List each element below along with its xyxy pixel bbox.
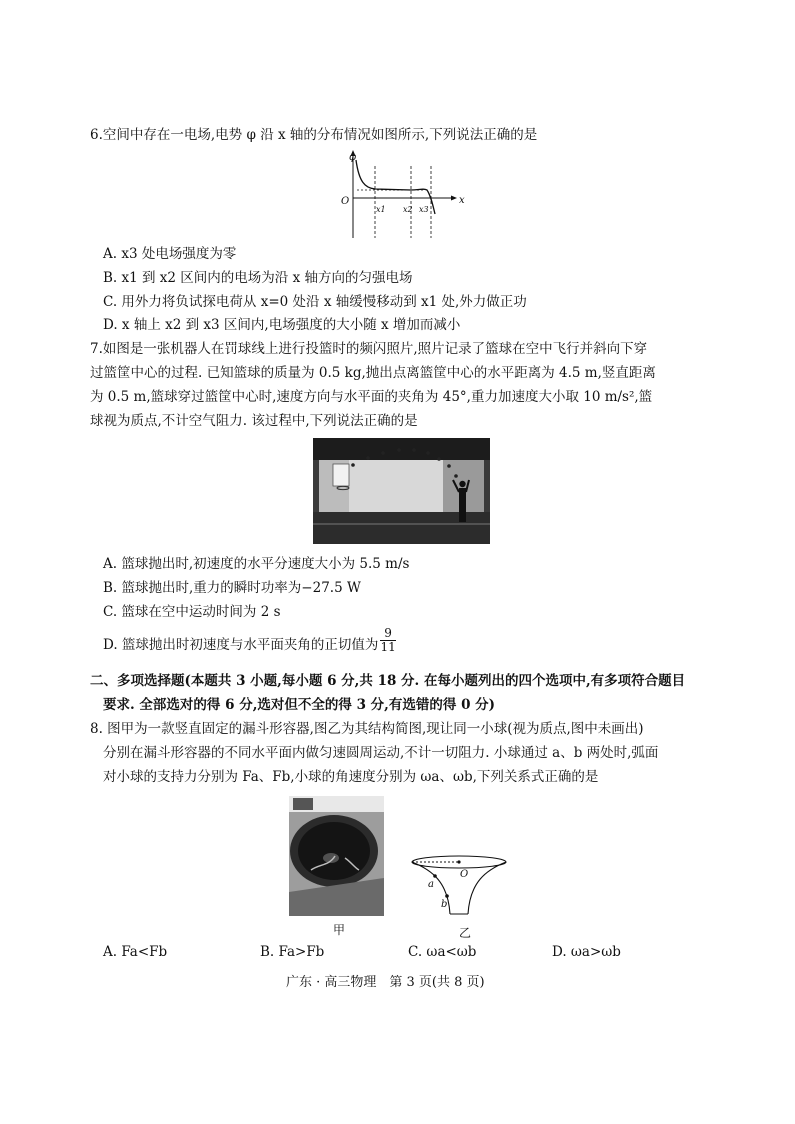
q7-stem-line-3: 为 0.5 m,篮球穿过篮筐中心时,速度方向与水平面的夹角为 45°,重力加速度大小取 10 m/s²,篮: [90, 389, 653, 405]
graph-x2-label: x2: [403, 205, 413, 214]
q8-stem-line-1: 8. 图甲为一款竖直固定的漏斗形容器,图乙为其结构简图,现让同一小球(视为质点,图中未画出): [90, 721, 644, 737]
section2-line-1: 二、多项选择题(本题共 3 小题,每小题 6 分,共 18 分. 在每小题列出的四个选项中,有多项符合题目: [90, 673, 686, 689]
graph-x1-label: x1: [376, 205, 386, 214]
q8-option-a: A. Fa<Fb: [103, 944, 168, 960]
q7-option-d: [103, 626, 396, 654]
q6-option-a: A. x3 处电场强度为零: [103, 246, 237, 262]
q7-option-a: A. 篮球抛出时,初速度的水平分速度大小为 5.5 m/s: [103, 556, 410, 572]
q8-option-d: D. ωa>ωb: [552, 944, 621, 960]
q6-option-b: B. x1 到 x2 区间内的电场为沿 x 轴方向的匀强电场: [103, 270, 413, 286]
graph-x3-label: x3: [419, 205, 429, 214]
q8-option-c: C. ωa<ωb: [408, 944, 477, 960]
graph-phi-label: φ: [349, 152, 357, 163]
diagram-o-label: O: [460, 869, 469, 880]
fraction-numerator: 9: [380, 627, 395, 641]
q7-option-b: B. 篮球抛出时,重力的瞬时功率为−27.5 W: [103, 580, 361, 596]
figure-jia-caption: 甲: [333, 923, 346, 937]
funnel-diagram-yi: [404, 852, 514, 922]
basketball-photo: [313, 438, 490, 544]
graph-x-label: x: [459, 195, 465, 206]
page-footer: 广东 · 高三物理 第 3 页(共 8 页): [286, 975, 485, 990]
fraction-denominator: 11: [380, 640, 396, 654]
q6-stem: 6.空间中存在一电场,电势 φ 沿 x 轴的分布情况如图所示,下列说法正确的是: [90, 127, 538, 143]
q7-option-c: C. 篮球在空中运动时间为 2 s: [103, 604, 281, 620]
q7-stem-line-1: 7.如图是一张机器人在罚球线上进行投篮时的频闪照片,照片记录了篮球在空中飞行并斜向下穿: [90, 341, 648, 357]
q7-option-d-text: D. 篮球抛出时初速度与水平面夹角的正切值为: [103, 637, 379, 653]
q7-stem-line-4: 球视为质点,不计空气阻力. 该过程中,下列说法正确的是: [90, 413, 418, 429]
q8-stem-line-3: 对小球的支持力分别为 Fa、Fb,小球的角速度分别为 ωa、ωb,下列关系式正确的是: [103, 769, 599, 785]
diagram-b-label: b: [441, 899, 448, 910]
q7-option-d-fraction: [380, 627, 395, 654]
diagram-a-label: a: [428, 879, 434, 890]
graph-origin-label: O: [341, 196, 350, 207]
q6-option-d: D. x 轴上 x2 到 x3 区间内,电场强度的大小随 x 增加而减小: [103, 317, 461, 333]
section2-line-2: 要求. 全部选对的得 6 分,选对但不全的得 3 分,有选错的得 0 分): [103, 697, 496, 713]
funnel-photo-jia: [289, 796, 384, 916]
q6-option-c: C. 用外力将负试探电荷从 x=0 处沿 x 轴缓慢移动到 x1 处,外力做正功: [103, 294, 527, 310]
q8-option-b: B. Fa>Fb: [260, 944, 325, 960]
figure-yi-caption: 乙: [459, 926, 472, 940]
q7-stem-line-2: 过篮筐中心的过程. 已知篮球的质量为 0.5 kg,抛出点离篮筐中心的水平距离为 4.5 m,竖直距离: [90, 365, 656, 381]
q8-stem-line-2: 分别在漏斗形容器的不同水平面内做匀速圆周运动,不计一切阻力. 小球通过 a、b 两处时,弧面: [103, 745, 659, 761]
